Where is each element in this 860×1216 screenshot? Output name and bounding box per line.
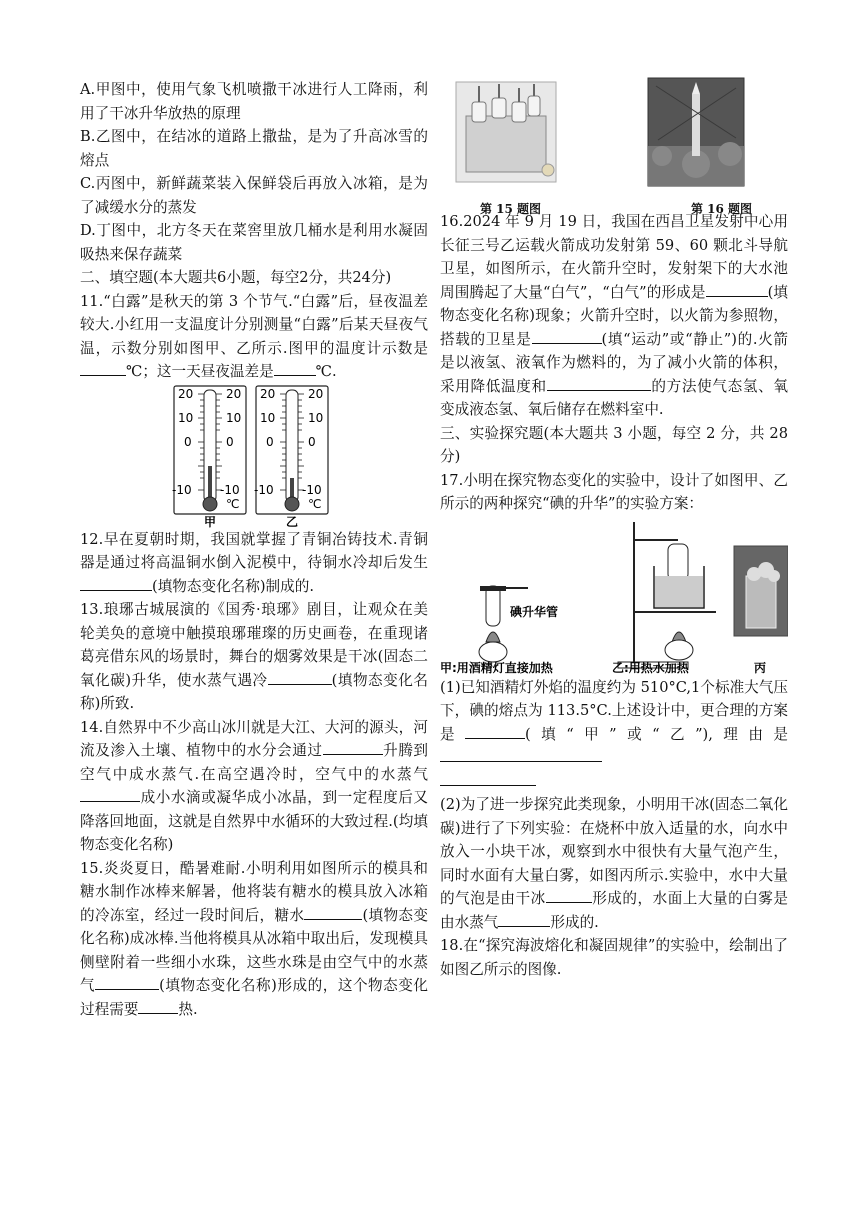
question-12 <box>80 528 428 599</box>
q12-blank[interactable] <box>80 575 152 591</box>
section-3-heading: 三、实验探究题(本大题共 3 小题，每空 2 分，共 28 分) <box>440 424 788 465</box>
q16-text-4: 的方法使气态氢、氧变成液态氢、氧后储存在燃料室中. <box>440 377 788 418</box>
thermo-yi-label-0: 0 <box>266 434 274 449</box>
q15-blank-3[interactable] <box>138 998 178 1014</box>
caption-bing: 丙 <box>754 660 767 675</box>
figures-15-16 <box>440 76 788 216</box>
q14-text-1: 14.自然界中不少高山冰川就是大江、大河的源头，河流及渗入土壤、植物中的水分会通过 <box>80 718 428 759</box>
question-17: 17.小明在探究物态变化的实验中，设计了如图甲、乙所示的两种探究“碘的升华”的实验方案： <box>440 471 788 512</box>
alcohol-lamp-jia <box>479 642 507 662</box>
thermo-jia-caption: 甲 <box>204 514 217 528</box>
photos-15-16 <box>440 76 788 192</box>
q11-blank-2[interactable] <box>274 360 316 376</box>
thermo-yi-label-neg10: -10 <box>254 482 274 497</box>
q13-blank[interactable] <box>268 669 332 685</box>
question-17-2 <box>440 793 788 934</box>
q11-blank-1[interactable] <box>80 360 126 376</box>
thermometer-yi-bulb <box>285 497 299 511</box>
thermo-yi-label-neg10r: -10 <box>302 482 322 497</box>
q15-text-3: (填物态变化名称)形成的，这个物态变化过程需要 <box>80 977 428 1018</box>
question-15 <box>80 857 428 1022</box>
q15-text-2: (填物态变化名称)成冰棒.当他将模具从冰箱中取出后，发现模具侧壁附着一些细小水珠，这些水珠是由空气中的水蒸气 <box>80 906 428 994</box>
thermometers-svg <box>80 384 428 528</box>
q11-text-1: 11.“白露”是秋天的第 3 个节气.“白露”后，昼夜温差较大.小红用一支温度计分别测量“白露”后某天昼夜气温，示数分别如图甲、乙所示.图甲的温度计示数是 <box>80 292 428 357</box>
option-c: C.丙图中，新鲜蔬菜装入保鲜袋后再放入冰箱，是为了减缓水分的蒸发 <box>80 175 428 216</box>
iodine-tube-label: 碘升华管 <box>510 604 559 619</box>
thermo-yi-caption: 乙 <box>286 514 299 528</box>
section-2-heading: 二、填空题(本大题共6小题，每空2分，共24分) <box>80 269 392 286</box>
alcohol-lamp-yi <box>665 640 693 660</box>
thermo-yi-label-10: 10 <box>260 410 276 425</box>
thermo-jia-label-20: 20 <box>178 386 194 401</box>
q17-2-blank-1[interactable] <box>546 887 592 903</box>
q14-text-2: 升腾到空气中成水蒸气.在高空遇冷时，空气中的水蒸气 <box>80 742 428 783</box>
option-b: B.乙图中，在结冰的道路上撒盐，是为了升高冰雪的熔点 <box>80 128 428 169</box>
q17-1-blank-1[interactable] <box>465 723 525 739</box>
q13-text-1: 13.琅琊古城展演的《国秀·琅琊》剧目，让观众在美轮美奂的意境中触摸琅琊璀璨的历史画卷，在重现诸葛亮借东风的场景时，舞台的烟雾效果是干冰(固态二氧化碳)升华，使水蒸气遇冷 <box>80 601 428 689</box>
option-d: D.丁图中，北方冬天在菜窖里放几桶水是利用水凝固吸热来保存蔬菜 <box>80 222 428 263</box>
rocket-body <box>692 94 700 156</box>
left-column <box>80 78 428 1021</box>
thermo-yi-label-20r: 20 <box>308 386 324 401</box>
thermo-jia-label-10r: 10 <box>226 410 242 425</box>
thermo-yi-label-20: 20 <box>260 386 276 401</box>
iodine-tube-yi <box>668 544 688 580</box>
q17-2-text-1: (2)为了进一步探究此类现象，小明用干冰(固态二氧化碳)进行了下列实验：在烧杯中放入适量的水，向水中放入一小块干冰，观察到水中很快有大量气泡产生，同时水面有大量白雾，如图丙所示.实验中，水中大量的气泡是由干冰 <box>440 796 788 907</box>
q14-text-3: 成小水滴或凝华成小冰晶，到一定程度后又降落回地面，这就是自然界中水循环的大致过程.(均填物态变化名称) <box>80 789 428 853</box>
iodine-apparatus-svg <box>440 516 788 676</box>
caption-jia: 甲:用酒精灯直接加热 <box>440 660 553 675</box>
q16-text-3: (填“运动”或“静止”)的.火箭是以液氢、液氧作为燃料的，为了减小火箭的体积，采用降低温度和 <box>440 330 788 395</box>
q17-1-blank-2[interactable] <box>440 746 602 762</box>
q17-1-text-2: (填“甲”或“乙”),理由是 <box>525 725 788 743</box>
caption-fig-16: 第 16 题图 <box>690 201 752 216</box>
question-14 <box>80 716 428 857</box>
q16-text-2: (填物态变化名称)现象；火箭升空时，以火箭为参照物，搭载的卫星是 <box>440 283 788 348</box>
q16-blank-3[interactable] <box>547 375 651 391</box>
q17-2-text-3: 形成的. <box>550 913 599 931</box>
thermometer-jia-bulb <box>203 497 217 511</box>
q16-blank-1[interactable] <box>706 281 768 297</box>
thermo-jia-label-10: 10 <box>178 410 194 425</box>
iodine-tube-jia <box>486 586 500 626</box>
q15-blank-1[interactable] <box>304 904 362 920</box>
q13-text-2: (填物态变化名称)所致. <box>80 671 428 712</box>
caption-fig-15: 第 15 题图 <box>480 201 542 216</box>
q15-text-1: 15.炎炎夏日，酷暑难耐.小明利用如图所示的模具和糖水制作冰棒来解暑，他将装有糖水的模具放入冰箱的冷冻室，经过一段时间后，糖水 <box>80 859 428 924</box>
q17-2-text-2: 形成的，水面上大量的白雾是由水蒸气 <box>440 890 788 931</box>
q17-1-blank-2-cont[interactable] <box>440 770 536 786</box>
q11-text-3: ℃. <box>315 363 337 380</box>
beaker-bing <box>746 576 776 628</box>
thermo-yi-unit: ℃ <box>308 496 322 511</box>
q11-text-2: ℃；这一天昼夜温差是 <box>126 363 274 380</box>
option-a: A.甲图中，使用气象飞机喷撒干冰进行人工降雨，利用了干冰升华放热的原理 <box>80 81 428 122</box>
q14-blank-2[interactable] <box>80 786 140 802</box>
q16-text-1: 16.2024 年 9 月 19 日，我国在西昌卫星发射中心用长征三号乙运载火箭成功发射第 59、60 颗北斗导航卫星，如图所示，在火箭升空时，发射架下的大水池周围腾起了大量“白气”，“白气”的形成是 <box>440 213 788 301</box>
hot-water <box>655 576 703 607</box>
caption-yi: 乙:用热水加热 <box>612 660 689 675</box>
lemon-slice <box>542 164 554 176</box>
iodine-experiment-figure <box>440 516 788 676</box>
thermo-yi-label-10r: 10 <box>308 410 324 425</box>
thermo-jia-label-20r: 20 <box>226 386 242 401</box>
mold-body <box>466 116 546 172</box>
thermometer-figure <box>80 384 428 528</box>
q14-blank-1[interactable] <box>323 739 383 755</box>
q12-text-2: (填物态变化名称)制成的. <box>152 577 314 595</box>
thermometer-jia-liquid <box>208 466 212 500</box>
q16-blank-2[interactable] <box>532 328 602 344</box>
q15-blank-2[interactable] <box>95 974 159 990</box>
tube-holder-jia <box>480 586 506 591</box>
thermo-jia-label-0: 0 <box>184 434 192 449</box>
question-17-1 <box>440 676 788 794</box>
thermo-yi-label-0r: 0 <box>308 434 316 449</box>
alcohol-lamp-flame-jia <box>486 632 500 642</box>
q17-2-blank-2[interactable] <box>498 911 550 927</box>
question-11 <box>80 290 428 384</box>
caption-row-15-16 <box>440 200 788 218</box>
thermo-jia-label-neg10: -10 <box>172 482 192 497</box>
question-16 <box>440 210 788 422</box>
q17-1-text-1: (1)已知酒精灯外焰的温度约为 510°C,1个标准大气压下，碘的熔点为 113.5°C.上述设计中，更合理的方案是 <box>440 678 788 743</box>
question-13 <box>80 598 428 716</box>
q12-text-1: 12.早在夏朝时期，我国就掌握了青铜冶铸技术.青铜器是通过将高温铜水倒入泥模中，待铜水冷却后发生 <box>80 530 428 571</box>
thermo-jia-unit: ℃ <box>226 496 240 511</box>
thermo-jia-label-neg10r: -10 <box>220 482 240 497</box>
q15-text-4: 热. <box>178 1000 198 1018</box>
thermo-jia-label-0r: 0 <box>226 434 234 449</box>
right-column <box>440 76 788 981</box>
question-18: 18.在“探究海波熔化和凝固规律”的实验中，绘制出了如图乙所示的图像. <box>440 937 788 978</box>
